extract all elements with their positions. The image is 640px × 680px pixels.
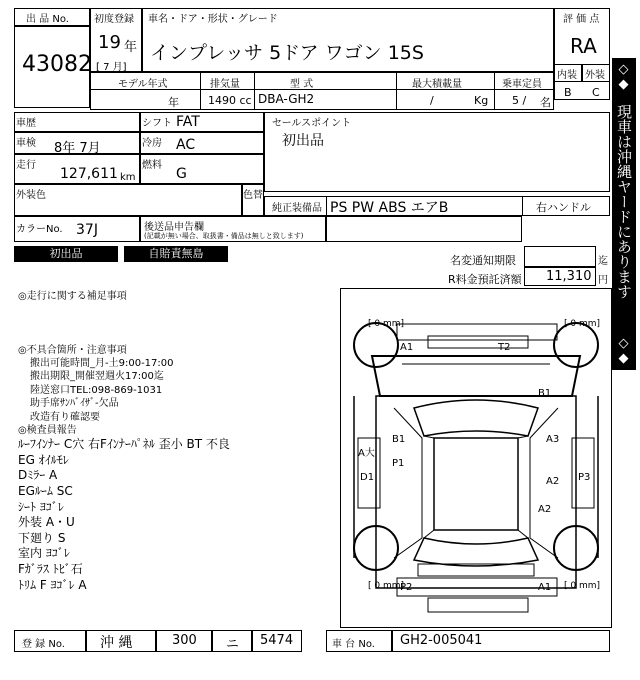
transfer-label: 名変通知期限 — [450, 254, 516, 267]
spec-header-model-code: 型 式 — [290, 79, 314, 90]
equipment-label: 純正装備品 — [272, 203, 322, 214]
vehicle-name-label: 車名・ドア・形状・グレード — [148, 14, 278, 25]
mileage-label: 走行 — [16, 160, 36, 171]
note-line: 搬出期限_開催翌週火17:00迄 — [30, 371, 164, 383]
ac-value: AC — [176, 137, 196, 153]
reg-area: 沖 縄 — [100, 635, 133, 651]
interior-label: 内装 — [557, 70, 577, 81]
corner-bl-label: [ 0 mm] — [368, 581, 405, 591]
mark-b1-left: B1 — [392, 434, 406, 445]
first-reg-year-unit: 年 — [124, 40, 138, 55]
color-code-value: 37J — [76, 222, 98, 238]
reg-class: 300 — [172, 633, 197, 648]
fuel-label: 燃料 — [142, 160, 162, 171]
grade-value: RA — [570, 34, 597, 58]
shift-value: FAT — [176, 114, 200, 130]
note-line — [18, 317, 338, 330]
grade-label: 評 価 点 — [563, 14, 600, 25]
ext-color-cell — [14, 184, 242, 216]
spec-capacity: 5 / — [512, 94, 527, 107]
recycle-label: R料金預託済額 — [448, 273, 522, 286]
spec-header-displacement: 排気量 — [210, 79, 240, 90]
interior-grade: B — [564, 86, 572, 99]
exterior-grade: C — [592, 86, 600, 99]
corner-tr-label: [ 0 mm] — [564, 319, 601, 329]
history-label: 車歴 — [16, 118, 36, 129]
first-reg-month: [ 7 月] — [96, 62, 127, 73]
mileage-value: 127,611 — [60, 166, 118, 182]
exterior-label: 外装 — [585, 70, 605, 81]
note-line: ﾙｰﾌｲﾝﾅｰ C穴 右Fｲﾝﾅｰﾊﾟﾈﾙ 歪小 BT 不良 — [18, 437, 230, 452]
corner-tl-label: [ 0 mm] — [368, 319, 405, 329]
equip-sep-2 — [522, 196, 523, 216]
spec-load-unit: Kg — [474, 94, 489, 107]
mark-a2-lower: A2 — [538, 504, 552, 515]
vin-value: GH2-005041 — [400, 633, 483, 648]
lot-number-label: 出 品 No. — [26, 14, 69, 25]
note-line — [18, 303, 338, 316]
note-line: 外装 A・U — [18, 515, 75, 530]
spec-sep-1 — [200, 72, 201, 110]
first-reg-label: 初度登録 — [94, 14, 134, 25]
mark-p1: P1 — [392, 458, 405, 469]
notes-block — [18, 290, 338, 593]
note-line: 搬出可能時間_月-土9:00-17:00 — [30, 357, 174, 369]
mark-b1-right: B1 — [538, 388, 552, 399]
diagram-frame — [341, 289, 612, 628]
insurance-bar: 自賠責無島 — [124, 246, 228, 262]
side-banner-text: 現車は沖縄ヤードにあります — [615, 104, 633, 299]
ac-label: 冷房 — [142, 138, 162, 149]
fuel-value: G — [176, 166, 187, 182]
note-line: EGﾙｰﾑ SC — [18, 484, 73, 499]
mark-p2: P2 — [400, 582, 413, 593]
spec-model-code: DBA-GH2 — [258, 92, 315, 106]
mark-a3: A3 — [546, 434, 560, 445]
corner-br-label: [ 0 mm] — [564, 581, 601, 591]
mark-d1: D1 — [360, 472, 375, 483]
sales-point-value: 初出品 — [282, 133, 324, 149]
spec-sep-2 — [254, 72, 255, 110]
spec-header-load: 最大積載量 — [412, 79, 462, 90]
color-code-label: カラーNo. — [16, 224, 63, 235]
note-line — [18, 330, 338, 343]
note-line: Fｶﾞﾗｽ ﾄﾋﾞ石 — [18, 562, 83, 577]
mark-p3: P3 — [578, 472, 591, 483]
reg-num: 5474 — [260, 633, 294, 648]
first-listing-bar: 初出品 — [14, 246, 118, 262]
spec-header-capacity: 乗車定員 — [502, 79, 542, 90]
mileage-unit: km — [120, 172, 136, 183]
spec-sep-3 — [396, 72, 397, 110]
mark-a-large: A大 — [358, 448, 375, 459]
recycle-unit: 円 — [598, 275, 608, 286]
color-change-label: 色替 — [243, 190, 263, 201]
note-line: ◎走行に関する補足事項 — [18, 291, 127, 302]
first-reg-year: 19 — [98, 32, 121, 53]
spec-load: / — [430, 94, 434, 107]
blank-cell — [326, 216, 522, 242]
after-tax-label: 後送品申告欄 — [144, 222, 204, 233]
reg-label: 登 録 No. — [22, 639, 65, 650]
shaken-value: 8年 7月 — [54, 141, 101, 156]
mark-a1-front: A1 — [400, 342, 414, 353]
note-line: Dﾐﾗｰ A — [18, 468, 58, 483]
side-banner-diamond-top: ◇◆ — [616, 62, 631, 92]
car-diagram — [340, 288, 612, 628]
spec-sep-4 — [494, 72, 495, 110]
note-line: ◎不具合箇所・注意事項 — [18, 344, 127, 356]
note-line: 助手席ｻﾝﾊﾞｲｻﾞ-欠品 — [30, 398, 119, 410]
spec-divider — [90, 89, 554, 90]
spec-header-model-year: モデル年式 — [118, 79, 168, 90]
mark-a2-upper: A2 — [546, 476, 560, 487]
spec-displacement: 1490 cc — [208, 94, 252, 107]
note-line: ﾄﾘﾑ F ﾖｺﾞﾚ A — [18, 577, 87, 592]
shaken-label: 車検 — [16, 138, 36, 149]
handle-value: 右ハンドル — [536, 201, 591, 214]
recycle-value: 11,310 — [546, 269, 592, 284]
equip-sep-1 — [326, 196, 327, 216]
vehicle-name: インプレッサ 5ドア ワゴン 15S — [150, 42, 424, 64]
after-tax-note: (記載が無い場合、取扱書・備品は無しと致します) — [144, 232, 304, 240]
equipment-value: PS PW ABS エアB — [330, 200, 449, 216]
ext-color-label: 外装色 — [16, 190, 46, 201]
reg-kana: ニ — [226, 637, 240, 652]
mark-a1-rear: A1 — [538, 582, 552, 593]
vin-label: 車 台 No. — [332, 639, 375, 650]
transfer-box — [524, 246, 596, 268]
spec-capacity-unit: 名 — [540, 96, 551, 109]
note-line: ◎検査員報告 — [18, 424, 77, 436]
shift-label: シフト — [142, 118, 172, 129]
transfer-unit: 迄 — [598, 256, 608, 267]
note-line: 改造有り確認要 — [30, 411, 100, 423]
note-line: ｼｰﾄ ﾖｺﾞﾚ — [18, 499, 64, 514]
spec-model-year: 年 — [168, 96, 179, 109]
note-line: 陸送窓口TEL:098-869-1031 — [30, 384, 163, 396]
side-banner-diamond-bottom: ◇◆ — [616, 336, 631, 366]
note-line: 下廻り S — [18, 530, 66, 545]
note-line: EG ｵｲﾙﾓﾚ — [18, 452, 69, 467]
sales-point-label: セールスポイント — [272, 118, 352, 129]
lot-number: 43082 — [22, 52, 92, 77]
note-line: 室内 ﾖｺﾞﾚ — [18, 546, 70, 561]
mark-t2: T2 — [498, 342, 511, 353]
